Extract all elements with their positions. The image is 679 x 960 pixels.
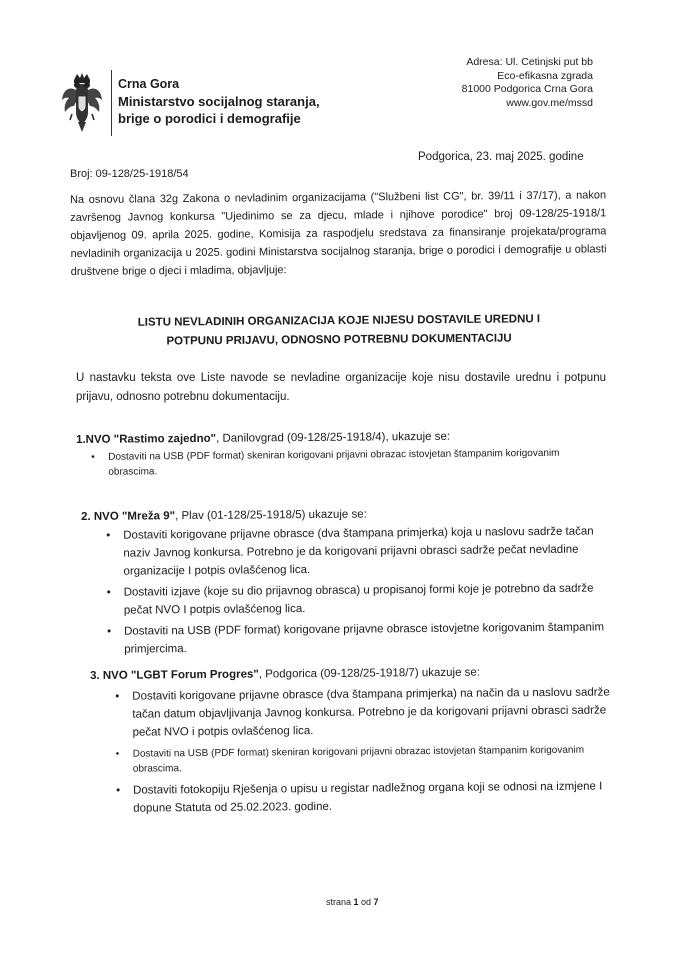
ngo-name: "Mreža 9" [121,510,176,523]
bullet-icon: • [106,529,111,542]
org-ministry-line1: Ministarstvo socijalnog staranja, [118,94,320,109]
ngo-section-1 [76,429,606,480]
document-title [94,310,584,352]
requirement-list [103,522,604,658]
list-item: • Dostaviti izjave (koje su dio prijavnog obrasca) u propisanoj formi koje je potrebno da sadrže pečat NVO I potpis ovlašćenog lica. [106,582,594,617]
list-item: • Dostaviti na USB (PDF format) korigovane prijavne obrasce istovjetne korigovanim štampanim primjercima. [107,621,605,656]
ngo-name: "LGBT Forum Progres" [130,668,259,682]
bullet-icon: • [115,748,120,760]
bullet-icon: • [107,625,112,638]
list-item: • Dostaviti na USB (PDF format) skeniran korigovani prijavni obrazac istovjetan štampanim korigovanim obrascima. [91,447,560,478]
address-street: Adresa: Ul. Cetinjski put bb [466,56,593,68]
organization-name [118,76,320,127]
document-date: Podgorica, 23. maj 2025. godine [418,151,584,163]
list-item: • Dostaviti korigovane prijavne obrasce (dva štampana primjerka) na način da u naslovu sadrže tačan datum objavljivanja Javnog konkursa. Potrebno je da korigovani prijavni obrasci sadrže pečat NVO i potpis ovlašćenog lica. [115,686,610,739]
title-line-1: LISTU NEVLADINIH ORGANIZACIJA KOJE NIJESU DOSTAVILE UREDNU I [137,313,541,329]
montenegro-coat-of-arms-icon [60,72,104,134]
section-heading: 2. NVO "Mreža 9", Plav (01-128/25-1918/5) ukazuje se: [81,508,367,523]
title-line-2: POTPUNU PRIJAVU, ODNOSNO POTREBNU DOKUMENTACIJU [166,332,512,348]
header-divider [111,70,112,136]
section-heading: 3. NVO "LGBT Forum Progres", Podgorica (09-128/25-1918/7) ukazuje se: [90,666,481,682]
lead-paragraph: U nastavku teksta ove Liste navode se nevladine organizacije koje nisu dostavile urednu i potpunu prijavu, odnosno potrebnu dokumentaciju. [76,372,606,403]
list-item: • Dostaviti korigovane prijavne obrasce (dva štampana primjerka) koja u naslovu sadrže tačan naziv Javnog konkursa. Potrebno je da korigovani prijavni obrasci sadrže pečat nevladine organizacije I potpis ovlašćenog lica. [106,525,594,578]
bullet-icon: • [91,451,95,463]
bullet-icon: • [106,586,111,599]
address-city: 81000 Podgorica Crna Gora [461,83,593,95]
document-number: Broj: 09-128/25-1918/54 [70,168,189,180]
page-number: strana 1 od 7 [326,897,379,907]
address-website: www.gov.me/mssd [506,96,593,109]
current-page: 1 [353,897,359,907]
org-country: Crna Gora [118,77,180,91]
address-block [462,56,593,110]
ngo-section-2 [81,506,612,662]
requirement-list [112,683,613,817]
bullet-icon: • [115,690,120,703]
section-heading: 1.NVO "Rastimo zajedno", Danilovgrad (09-128/25-1918/4), ukazuje se: [76,430,451,446]
requirement-list [88,445,598,479]
org-ministry-line2: brige o porodici i demografije [118,111,301,126]
bullet-icon: • [116,784,121,797]
ngo-name: "Rastimo zajedno" [113,432,217,446]
list-item: • Dostaviti na USB (PDF format) skeniran korigovani prijavni obrazac istovjetan štampanim korigovanim obrascima. [115,744,585,775]
address-building: Eco-efikasna zgrada [497,69,593,82]
ngo-section-3 [90,665,621,823]
list-item: • Dostaviti fotokopiju Rješenja o upisu u registar nadležnog organa koji se odnosi na izmjene I dopune Statuta od 25.02.2023. godine. [116,780,603,815]
total-pages: 7 [373,897,379,907]
intro-paragraph: Na osnovu člana 32g Zakona o nevladinim organizacijama ("Službeni list CG", br. 39/11 i 37/17), a nakon završenog Javnog konkursa "Ujedinimo se za djecu, mlade i njihove porodice" broj 09-128/25-1918/1 objavljenog 09. aprila 2025. godine, Komisija za raspodjelu sredstava za finansiranje projekata/programa nevladinih organizacija u 2025. godini Ministarstva socijalnog staranja, brige o porodici i demografije u oblasti društvene brige o djeci i mladima, objavljuje: [70,189,607,278]
